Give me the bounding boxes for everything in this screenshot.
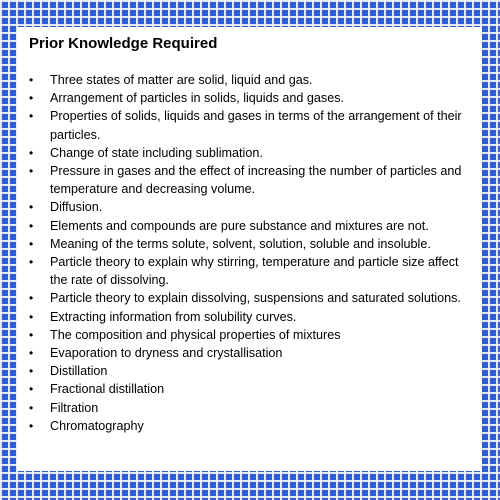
bullet-icon: • (29, 382, 34, 397)
bullet-icon: • (29, 236, 34, 251)
list-item-text: Meaning of the terms solute, solvent, solution, soluble and insoluble. (50, 236, 431, 251)
list-item (27, 253, 474, 289)
content-panel (17, 27, 482, 471)
list-item-text: Arrangement of particles in solids, liquids and gases. (50, 91, 345, 106)
list-item-text: Fractional distillation (50, 382, 165, 397)
bullet-icon: • (29, 418, 34, 433)
bullet-icon: • (29, 400, 34, 415)
bullet-icon: • (29, 145, 34, 160)
bullet-icon: • (29, 91, 34, 106)
bullet-icon: • (29, 200, 34, 215)
bullet-icon: • (29, 218, 34, 233)
list-item (27, 344, 474, 362)
list-item-text: Filtration (50, 400, 99, 415)
list-item-text: Diffusion. (50, 200, 103, 215)
list-item-text: Properties of solids, liquids and gases in terms of the arrangement of their particles. (50, 109, 462, 142)
list-item (27, 235, 474, 253)
list-item (27, 89, 474, 107)
bullet-icon: • (29, 255, 34, 270)
bullet-icon: • (29, 109, 34, 124)
list-item (27, 71, 474, 89)
list-item (27, 144, 474, 162)
list-item-text: The composition and physical properties of mixtures (50, 327, 341, 342)
list-item-text: Three states of matter are solid, liquid and gas. (50, 73, 313, 87)
list-item-text: Pressure in gases and the effect of increasing the number of particles and temperature and decreasing volume. (50, 164, 462, 197)
list-item (27, 380, 474, 398)
list-item-text: Distillation (50, 364, 108, 379)
list-item-text: Evaporation to dryness and crystallisation (50, 346, 283, 361)
bullet-icon: • (29, 291, 34, 306)
list-item (27, 107, 474, 143)
bullet-icon: • (29, 346, 34, 361)
list-item (27, 362, 474, 380)
list-item-text: Particle theory to explain why stirring, temperature and particle size affect the rate of dissolving. (50, 255, 459, 288)
list-item-text: Change of state including sublimation. (50, 145, 263, 160)
list-item (27, 326, 474, 344)
bullet-icon: • (29, 73, 34, 87)
list-item (27, 308, 474, 326)
list-item (27, 198, 474, 216)
knowledge-list (27, 71, 474, 435)
bullet-icon: • (29, 164, 34, 179)
list-item (27, 399, 474, 417)
list-item (27, 289, 474, 307)
list-item-text: Particle theory to explain dissolving, suspensions and saturated solutions. (50, 291, 461, 306)
list-item-text: Elements and compounds are pure substance and mixtures are not. (50, 218, 429, 233)
list-item-text: Extracting information from solubility curves. (50, 309, 297, 324)
list-item (27, 162, 474, 198)
page-title: Prior Knowledge Required (29, 35, 218, 52)
list-item-text: Chromatography (50, 418, 144, 433)
bullet-icon: • (29, 309, 34, 324)
list-item (27, 217, 474, 235)
list-item (27, 417, 474, 435)
bullet-icon: • (29, 327, 34, 342)
bullet-icon: • (29, 364, 34, 379)
